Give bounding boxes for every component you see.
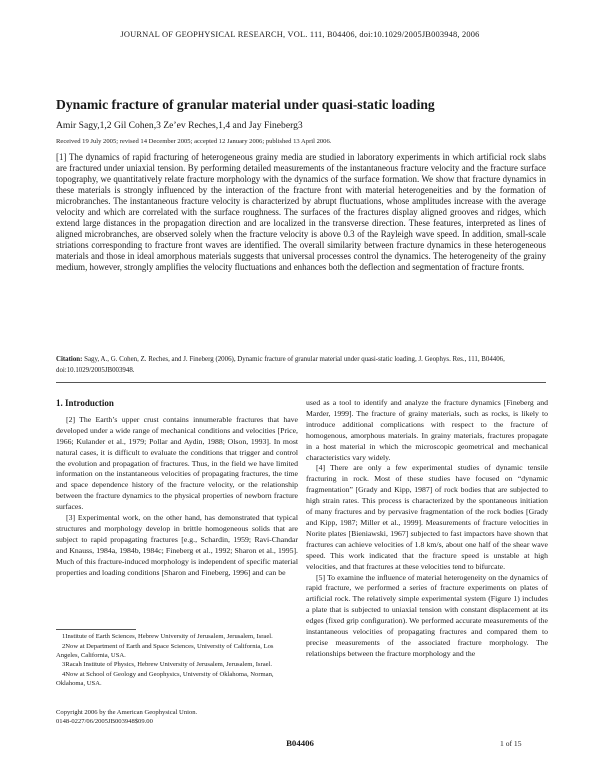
citation-label: Citation: <box>56 356 83 363</box>
section-title: 1. Introduction <box>56 398 114 408</box>
issn-line: 0148-0227/06/2005JB003948$09.00 <box>56 718 153 725</box>
left-column <box>56 398 298 579</box>
journal-header: JOURNAL OF GEOPHYSICAL RESEARCH, VOL. 111, B04406, doi:10.1029/2005JB003948, 2006 <box>120 30 480 39</box>
paragraph-3-continued: used as a tool to identify and analyze the fracture dynamics [Fineberg and Marder, 1999]. The fracture of grainy materials, such as rocks, is likely to introduce additional complications with respect to the fracture of homogenous, amorphous materials. In grainy materials, fractures propagate in a host material in which the microscopic geometrical and mechanical characteristics vary widely. <box>306 398 548 462</box>
article-code: B04406 <box>286 738 314 748</box>
received-dates: Received 19 July 2005; revised 14 December 2005; accepted 12 January 2006; published 13 April 2006. <box>56 138 332 145</box>
footnote: 1Institute of Earth Sciences, Hebrew University of Jerusalem, Jerusalem, Israel. <box>62 633 273 640</box>
paragraph-3: [3] Experimental work, on the other hand, has demonstrated that typical structures and morphology develop in brittle homogeneous solids that are subject to rapid propagating fractures [e.g., Schardin, 1959; Ravi-Chandar and Knauss, 1984a, 1984b, 1984c; Fineberg et al., 1992; Sharon et al., 1995]. Much of this fracture-induced morphology is independent of specific material properties and loading conditions [Sharon and Fineberg, 1996] and can be <box>56 513 298 577</box>
author-list: Amir Sagy,1,2 Gil Cohen,3 Ze’ev Reches,1,4 and Jay Fineberg3 <box>56 120 303 131</box>
citation-block <box>56 354 546 376</box>
section-divider <box>56 382 546 383</box>
paragraph-4: [4] There are only a few experimental studies of dynamic tensile fracturing in rock. Most of these studies have focused on “dynamic fragmentation” [Grady and Kipp, 1987] of rock bodies that are subjected to high strain rates. This process is characterized by the spontaneous initiation of many fractures and by pervasive fragmentation of the rock bodies [Grady and Kipp, 1987; Miller et al., 1999]. Measurements of fracture velocities in Norite plates [Bieniawski, 1967] subjected to fast impactors have shown that fractures can achieve velocities of 1.8 km/s, about one half of the shear wave speed. This work indicated that the fracture speed is unstable at high velocities, and that fractures at these velocities tend to bifurcate. <box>306 463 548 571</box>
footnote: 2Now at Department of Earth and Space Sciences, University of California, Los Angeles, California, USA. <box>56 642 274 659</box>
paragraph-2: [2] The Earth’s upper crust contains innumerable fractures that have developed under a wide range of mechanical conditions and velocities [Price, 1966; Kulander et al., 1979; Pollar and Aydin, 1988; Olson, 1993]. In most natural cases, it is difficult to evaluate the conditions that trigger and control the evolution and propagation of fractures. Thus, in the field we have limited information on the instantaneous velocities of propagating fractures, the time and space dependence history of the fracture velocity, or the relationship between the fracture dynamics to the physical properties of newborn fracture surfaces. <box>56 414 298 512</box>
copyright-notice <box>56 708 197 726</box>
article-title: Dynamic fracture of granular material under quasi-static loading <box>56 97 435 112</box>
abstract: [1] The dynamics of rapid fracturing of heterogeneous grainy media are studied in laboratory experiments in which artificial rock slabs are fractured under uniaxial tension. By performing detailed measurements of the instantaneous fracture velocity and the fracture surface topography, we quantitatively relate fracture morphology with the dynamics of the surface formation. We show that fracture dynamics in these materials is strongly influenced by the interaction of the fracture front with material heterogeneities and by the formation of microbranches. The instantaneous fracture velocity is characterized by abrupt fluctuations, whose amplitudes increase with the average velocity and which are correlated with the surface roughness. The surfaces of the fractures display aligned grooves and ridges, which extend large distances in the propagation direction and are localized in the transverse direction. These features, interpreted as lines of aligned microbranches, are observed solely when the fracture velocity is above 0.3 of the Rayleigh wave speed. In addition, small-scale striations corresponding to fracture front waves are identified. The overall similarity between fracture dynamics in these heterogeneous materials and those in ideal amorphous materials suggests that universal processes control the dynamics. The heterogeneity of the grainy medium, however, strongly amplifies the velocity fluctuations and enhances both the deflection and segmentation of fracture fronts. <box>56 152 546 272</box>
footnote: 4Now at School of Geology and Geophysics, University of Oklahoma, Norman, Oklahoma, USA. <box>56 671 274 687</box>
right-column <box>306 398 548 660</box>
footnote: 3Racah Institute of Physics, Hebrew University of Jerusalem, Jerusalem, Israel. <box>62 661 273 669</box>
page-number: 1 of 15 <box>500 739 522 748</box>
citation-text: Sagy, A., G. Cohen, Z. Reches, and J. Fineberg (2006), Dynamic fracture of granular material under quasi-static loading, J. Geophys. Res., 111, B04406, doi:10.1029/2005JB003948. <box>56 356 505 374</box>
paragraph-5: [5] To examine the influence of material heterogeneity on the dynamics of rapid fracture, we performed a series of fracture experiments on plates of artificial rock. The relatively simple experimental system (Figure 1) includes a plate that is subjected to uniaxial tension with constant displacement at its edges (fixed grip configuration). We performed accurate measurements of the instantaneous velocities of propagating fractures and compared them to precise measurements of the associated fracture morphology. The relationships between the fracture morphology and the <box>306 572 548 658</box>
copyright-line: Copyright 2006 by the American Geophysical Union. <box>56 709 198 716</box>
footnote-rule <box>56 629 136 630</box>
affiliation-footnotes <box>56 629 298 690</box>
